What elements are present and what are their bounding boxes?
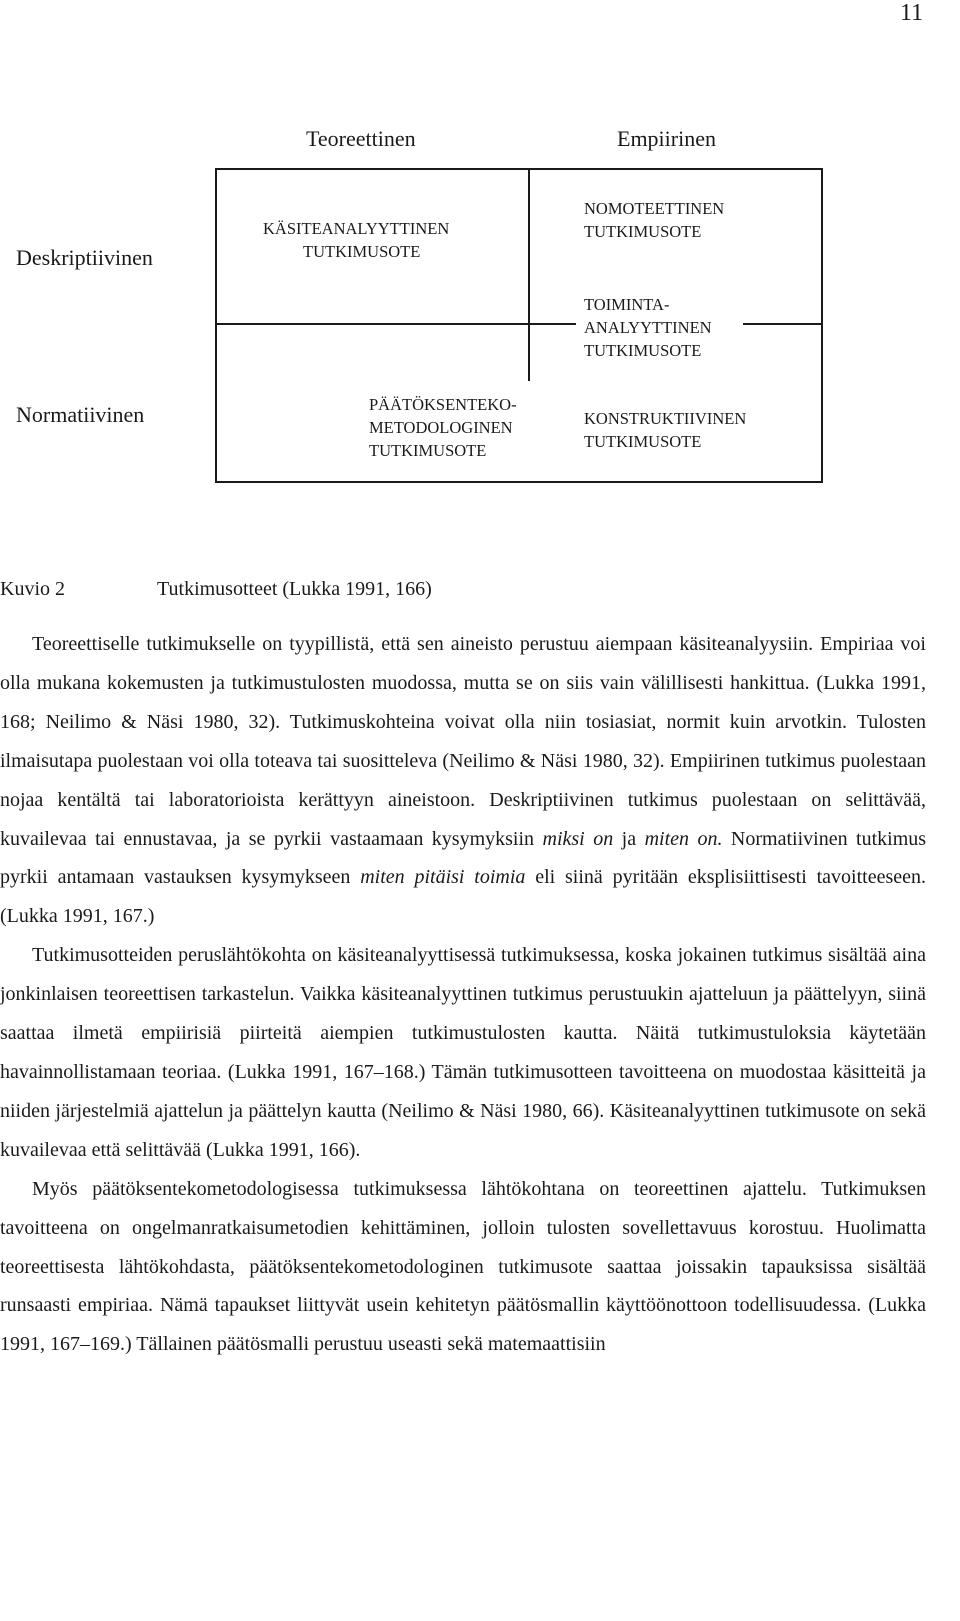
column-header-theoretical: Teoreettinen [306,126,416,151]
diagram-top-border [215,168,823,170]
cell-decision-methodological: PÄÄTÖKSENTEKO- METODOLOGINEN TUTKIMUSOTE [369,395,517,460]
body-text [0,625,926,1364]
figure-caption-text: Tutkimusotteet (Lukka 1991, 166) [157,578,432,600]
cell-nomothetic: NOMOTEETTINEN TUTKIMUSOTE [584,199,725,241]
diagram-row-divider-right [743,323,823,325]
cell-conceptual-analytical: KÄSITEANALYYTTINEN TUTKIMUSOTE [263,219,450,261]
diagram-bottom-border [215,481,823,483]
figure-caption-label: Kuvio 2 [0,578,65,600]
paragraph: Tutkimusotteiden peruslähtökohta on käsiteanalyyttisessä tutkimuksessa, koska jokainen tutkimus sisältää aina jonkinlaisen teoreettisen tarkastelun. Vaikka käsiteanalyyttinen tutkimus perustuukin ajatteluun ja päättelyyn, siinä saattaa ilmetä empiirisiä piirteitä aiempien tutkimustulosten kautta. Näitä tutkimustuloksia käytetään havainnollistamaan teoriaa. (Lukka 1991, 167–168.) Tämän tutkimusotteen tavoitteena on muodostaa käsitteitä ja niiden järjestelmiä ajattelun ja päättelyn kautta (Neilimo & Näsi 1980, 66). Käsiteanalyyttinen tutkimusote on sekä kuvailevaa että selittävää (Lukka 1991, 166). [0,944,926,1161]
diagram-row-divider-left [215,323,530,325]
diagram-row-divider-center [530,323,576,325]
page-number: 11 [900,0,924,26]
figure-caption [0,578,432,601]
diagram-right-border [821,168,823,483]
column-header-empirical: Empiirinen [617,126,716,151]
paragraph: Myös päätöksentekometodologisessa tutkimuksessa lähtökohtana on teoreettinen ajattelu. Tutkimuksen tavoitteena on ongelmanratkaisumetodien kehittäminen, jolloin tulosten sovellettavuus korostuu. Huolimatta teoreettisesta lähtökohdasta, päätöksentekometodologinen tutkimusote saattaa joissakin tapauksissa sisältää runsaasti empiriaa. Nämä tapaukset liittyvät usein kehitetyn päätösmallin käyttöönottoon todellisuudessa. (Lukka 1991, 167–169.) Tällainen päätösmalli perustuu useasti sekä matemaattisiin [0,1177,926,1356]
row-header-descriptive: Deskriptiivinen [16,245,153,270]
row-header-normative: Normatiivinen [16,402,145,427]
cell-action-analytical: TOIMINTA- ANALYYTTINEN TUTKIMUSOTE [584,295,712,360]
diagram-column-divider [528,168,530,381]
diagram-left-border [215,168,217,483]
paragraph: Teoreettiselle tutkimukselle on tyypillistä, että sen aineisto perustuu aiempaan käsiteanalyysiin. Empiriaa voi olla mukana kokemusten ja tutkimustulosten muodossa, mutta se on siis vain välillisesti hankittua. (Lukka 1991, 168; Neilimo & Näsi 1980, 32). Tutkimuskohteina voivat olla niin tosiasiat, normit kuin arvotkin. Tulosten ilmaisutapa puolestaan voi olla toteava tai suositteleva (Neilimo & Näsi 1980, 32). Empiirinen tutkimus puolestaan nojaa kentältä tai laboratorioista kerättyyn aineistoon. Deskriptiivinen tutkimus puolestaan on selittävää, kuvailevaa tai ennustavaa, ja se pyrkii vastaamaan kysymyksiin miksi on ja miten on. Normatiivinen tutkimus pyrkii antamaan vastauksen kysymykseen miten pitäisi toimia eli siinä pyritään eksplisiittisesti tavoitteeseen. (Lukka 1991, 167.) [0,633,927,928]
cell-constructive: KONSTRUKTIIVINEN TUTKIMUSOTE [584,409,747,451]
